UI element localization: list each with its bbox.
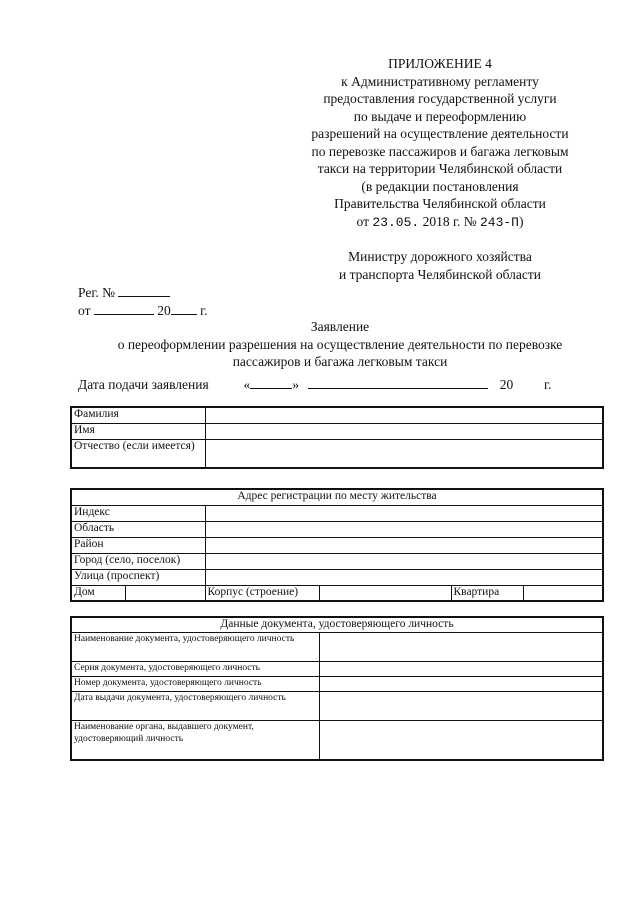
region-label: Область [71,521,205,537]
title-line: пассажиров и багажа легковым такси [232,354,448,369]
house-label: Дом [71,585,125,601]
id-heading: Данные документа, удостоверяющего личность [71,617,603,632]
apartment-label: Квартира [451,585,523,601]
house-field[interactable] [125,585,205,601]
edition-date: 23.05. [372,214,420,230]
appendix-title: ПРИЛОЖЕНИЕ 4 [388,56,492,71]
reg-year-field[interactable] [171,302,197,315]
reg-number-row [78,284,170,301]
index-label: Индекс [71,505,205,521]
personal-data-table [70,406,604,469]
appendix-header [300,55,580,231]
appendix-line: по перевозке пассажиров и багажа легковым [311,143,569,159]
appendix-line: к Административному регламенту [341,73,539,89]
number-label: Номер документа, удостоверяющего личность [71,676,319,691]
appendix-line: по выдаче и переоформлению [353,108,527,124]
reg-date-field[interactable] [94,302,154,315]
appendix-line: такси на территории Челябинской области [317,161,563,176]
district-label: Район [71,537,205,553]
reg-date-row: от 20 г. [78,303,208,318]
building-label: Корпус (строение) [205,585,319,601]
number-field[interactable] [319,676,603,691]
patronymic-field[interactable] [205,439,603,468]
patronymic-label: Отчество (если имеется) [71,439,205,468]
street-field[interactable] [205,569,603,585]
issue-date-label: Дата выдачи документа, удостоверяющего личность [71,691,319,720]
doc-name-field[interactable] [319,632,603,661]
name-field[interactable] [205,423,603,439]
series-field[interactable] [319,661,603,676]
city-field[interactable] [205,553,603,569]
region-field[interactable] [205,521,603,537]
index-field[interactable] [205,505,603,521]
addressee [300,248,580,283]
apartment-field[interactable] [523,585,603,601]
id-document-table [70,616,604,761]
surname-field[interactable] [205,407,603,423]
submission-day-field[interactable] [250,376,292,389]
title-line: о переоформлении разрешения на осуществление деятельности по перевозке [117,336,563,352]
title-word: Заявление [310,319,370,334]
addressee-line: и транспорта Челябинской области [339,266,541,282]
submission-month-field[interactable] [308,376,488,389]
doc-name-label: Наименование документа, удостоверяющего личность [71,632,319,661]
edition-line: от 23.05. 2018 г. № 243-П) [356,213,524,230]
edition-number: 243-П [479,214,519,230]
appendix-line: (в редакции постановления [361,178,519,194]
city-label: Город (село, поселок) [71,553,205,569]
surname-label: Фамилия [71,407,205,423]
submission-date-label: Дата подачи заявления [78,377,209,392]
reg-number-field[interactable] [118,284,170,297]
issuer-label: Наименование органа, выдавшего документ, удостоверяющий личность [71,720,319,760]
appendix-line: предоставления государственной услуги [323,91,557,106]
address-table [70,488,604,602]
appendix-line: разрешений на осуществление деятельности [311,126,569,141]
reg-number-label: Рег. № [78,285,115,300]
document-title [40,318,640,371]
issuer-field[interactable] [319,720,603,760]
series-label: Серия документа, удостоверяющего личность [71,661,319,676]
building-field[interactable] [319,585,451,601]
reg-date-label: от [78,303,91,318]
appendix-line: Правительства Челябинской области [334,196,546,211]
address-heading: Адрес регистрации по месту жительства [71,489,603,505]
addressee-line: Министру дорожного хозяйства [348,249,532,264]
submission-date-row: Дата подачи заявления « » 20 г. [78,377,552,392]
issue-date-field[interactable] [319,691,603,720]
district-field[interactable] [205,537,603,553]
name-label: Имя [71,423,205,439]
street-label: Улица (проспект) [71,569,205,585]
